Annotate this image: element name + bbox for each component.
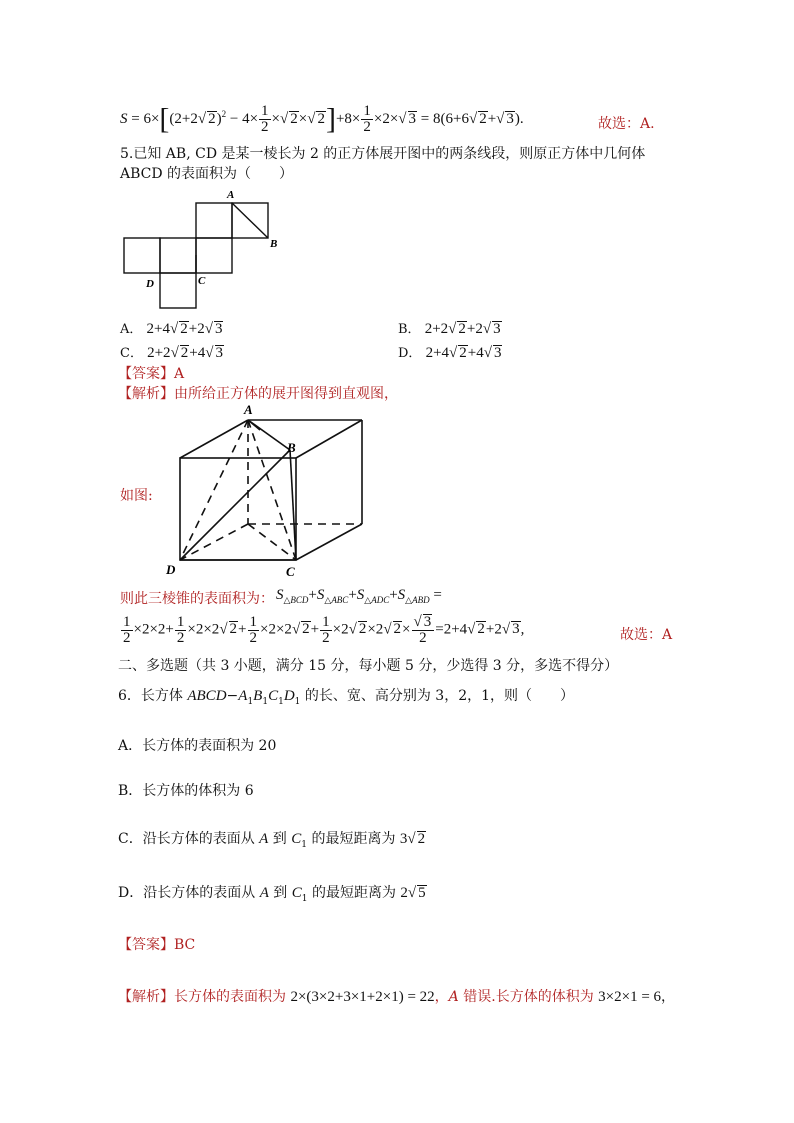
q5-option-a[interactable]: A． 2+4√ 2+2√ 3 [120,321,223,337]
area-sum: $S_{\triangle BCD}+S_{\triangle ABC}+S_{\triangle ADC}+S_{\triangle ABD}$ = [276,587,442,605]
calc-conclusion: 故选：A [620,627,673,643]
q5-option-c[interactable]: C． 2+2√ 2+4√ 3 [120,345,223,361]
net-label-b: B [270,238,278,250]
q6-option-c[interactable]: C．沿长方体的表面从 A 到 $C_1$ 的最短距离为 3√ 2 [118,831,426,850]
formula-conclusion: 故选：A. [598,116,655,132]
q5-analysis: 【解析】由所给正方体的展开图得到直观图， [118,386,398,402]
cube-label-a: A [244,402,253,417]
figure-prefix: 如图: [120,488,153,504]
q5-option-b[interactable]: B． 2+2√ 2+2√ 3 [398,321,501,337]
area-intro: 则此三棱锥的表面积为： [120,591,274,607]
cube-label-c: C [286,564,295,579]
cube-net-figure [118,185,288,310]
net-label-d: D [146,278,154,290]
cube-label-d: D [166,562,176,577]
q6-answer: 【答案】BC [118,937,196,953]
cube-label-b: B [287,440,296,455]
q6-option-d[interactable]: D．沿长方体的表面从 A 到 $C_1$ 的最短距离为 2√ 5 [118,885,426,904]
formula-surface-area: S = 6×[(2+2√ 2)$^2$ − 4× $\frac{1}{2}$ ×√ 2×√ 2]+8× $\frac{1}{2}$ ×2×√ 3 = 8(6+6√ 2+√ 3). [120,102,524,136]
q5-stem-line2: ABCD 的表面积为（ ） [120,166,294,182]
q5-stem-line1: 5.已知 AB, CD 是某一棱长为 2 的正方体展开图中的两条线段，则原正方体中几何体 [120,146,646,162]
q5-option-d[interactable]: D． 2+4√ 2+4√ 3 [398,345,502,361]
area-calculation: $\frac{1}{2}$ ×2×2+ $\frac{1}{2}$ ×2×2√ 2+ $\frac{1}{2}$ ×2×2√ 2+ $\frac{1}{2}$ ×2√ 2×2√ 2× $\frac{√ 3}{2}$ =2+4√ 2+2√ 3, [123,613,525,646]
cube-figure [160,400,375,580]
net-label-c: C [198,275,206,287]
q6-stem: 6．长方体 $ABCD-A_1B_1C_1D_1$ 的长、宽、高分别为 3，2，1，则（ ） [118,688,575,707]
net-label-a: A [227,189,235,201]
section-multi-choice: 二、多选题（共 3 小题，满分 15 分，每小题 5 分，少选得 3 分，多选不得分） [118,658,619,674]
q5-answer: 【答案】A [118,366,185,382]
q6-analysis: 【解析】长方体的表面积为 2×(3×2+3×1+2×1) = 22，A 错误.长方体的体积为 3×2×1 = 6， [118,989,676,1005]
q6-option-a[interactable]: A．长方体的表面积为 20 [118,738,277,754]
q6-option-b[interactable]: B．长方体的体积为 6 [118,783,254,799]
